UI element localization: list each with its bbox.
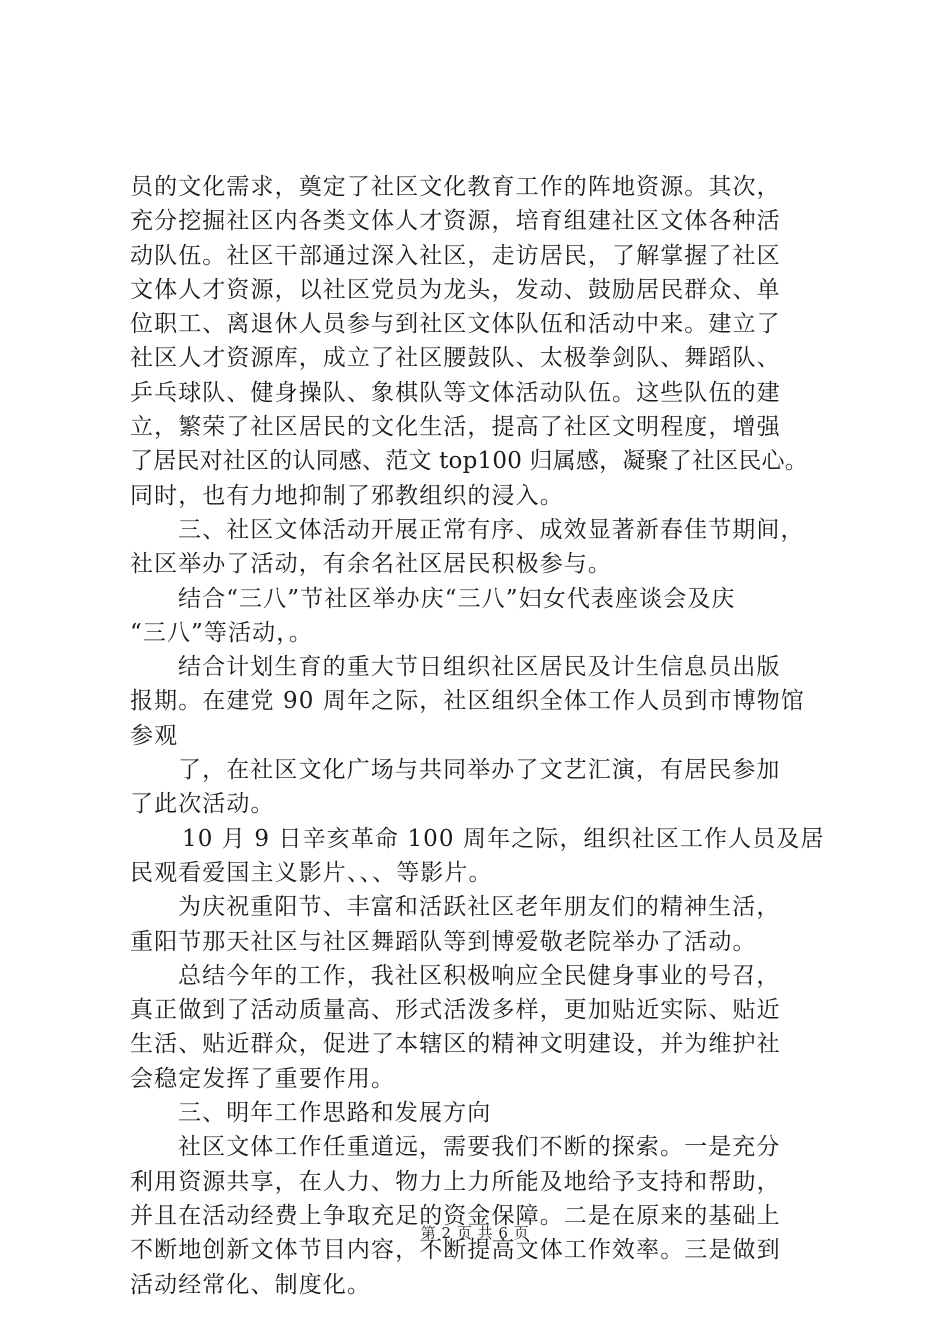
text-line: 并且在活动经费上争取充足的资金保障。二是在原来的基础上: [130, 1202, 781, 1229]
text-line: 了居民对社区的认同感、范文 top100 归属感，凝聚了社区民心。: [130, 448, 808, 475]
text-line: 充分挖掘社区内各类文体人才资源，培育组建社区文体各种活: [130, 208, 781, 235]
text-line: 动队伍。社区干部通过深入社区，走访居民，了解掌握了社区: [130, 242, 781, 269]
text-line: 报期。在建党 90 周年之际，社区组织全体工作人员到市博物馆: [130, 688, 805, 715]
text-line: 了此次活动。: [130, 791, 275, 818]
paragraph-start: 为庆祝重阳节、丰富和活跃社区老年朋友们的精神生活，: [178, 894, 781, 921]
text-line: 会稳定发挥了重要作用。: [130, 1065, 396, 1092]
text-line: 乒乓球队、健身操队、象棋队等文体活动队伍。这些队伍的建: [130, 379, 781, 406]
text-line: “三八”等活动，。: [130, 619, 313, 646]
page-footer: [0, 1222, 950, 1243]
text-line: 参观: [130, 722, 179, 749]
text-line: 生活、贴近群众，促进了本辖区的精神文明建设，并为维护社: [130, 1031, 781, 1058]
text-line: 不断地创新文体节目内容，不断提高文体工作效率。三是做到: [130, 1237, 781, 1264]
page-number: 第 2 页 共 6 页: [420, 1224, 530, 1242]
text-line: 社区人才资源库，成立了社区腰鼓队、太极拳剑队、舞蹈队、: [130, 345, 781, 372]
paragraph-start: 结合“三八”节社区举办庆“三八”妇女代表座谈会及庆: [178, 585, 736, 612]
paragraph-start: 了，在社区文化广场与共同举办了文艺汇演，有居民参加: [178, 757, 781, 784]
text-line: 真正做到了活动质量高、形式活泼多样，更加贴近实际、贴近: [130, 997, 781, 1024]
text-line: 重阳节那天社区与社区舞蹈队等到博爱敬老院举办了活动。: [130, 928, 757, 955]
section-heading: 三、明年工作思路和发展方向: [178, 1100, 492, 1127]
text-line: 员的文化需求，奠定了社区文化教育工作的阵地资源。其次，: [130, 174, 781, 200]
paragraph-start: 总结今年的工作，我社区积极响应全民健身事业的号召，: [178, 962, 781, 989]
text-line: 文体人才资源，以社区党员为龙头，发动、鼓励居民群众、单: [130, 276, 781, 303]
paragraph-start: 10 月 9 日辛亥革命 100 周年之际，组织社区工作人员及居: [182, 825, 825, 852]
text-line: 民观看爱国主义影片、、、等影片。: [130, 859, 493, 886]
text-line: 利用资源共享，在人力、物力上力所能及地给予支持和帮助，: [130, 1168, 781, 1195]
text-line: 社区举办了活动，有余名社区居民积极参与。: [130, 551, 612, 578]
paragraph-start: 三、社区文体活动开展正常有序、成效显著新春佳节期间，: [178, 516, 805, 543]
text-line: 立，繁荣了社区居民的文化生活，提高了社区文明程度，增强: [130, 414, 781, 441]
text-line: 活动经常化、制度化。: [130, 1271, 371, 1298]
text-line: 位职工、离退休人员参与到社区文体队伍和活动中来。建立了: [130, 311, 781, 338]
paragraph-start: 社区文体工作任重道远，需要我们不断的探索。一是充分: [178, 1134, 781, 1161]
text-line: 同时，也有力地抑制了邪教组织的浸入。: [130, 482, 564, 509]
document-body: [130, 170, 842, 1302]
paragraph-start: 结合计划生育的重大节日组织社区居民及计生信息员出版: [178, 654, 781, 681]
